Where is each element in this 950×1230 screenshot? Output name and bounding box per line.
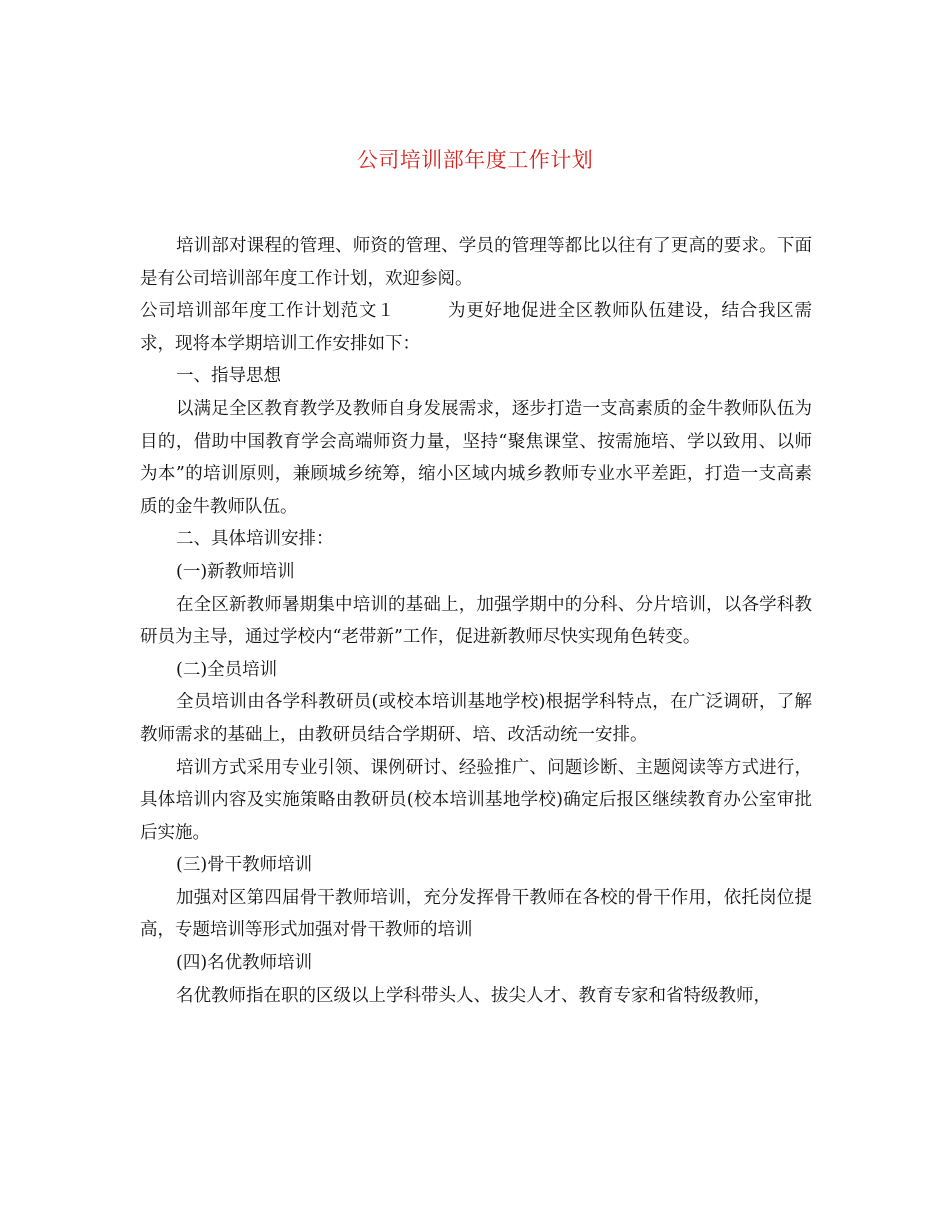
sample-intro: 为更好地促进全区教师队伍建设，结合我区需求，现将本学期培训工作安排如下： [140, 301, 813, 354]
intro-paragraph: 培训部对课程的管理、师资的管理、学员的管理等都比以往有了更高的要求。下面是有公司培训部年度工作计划，欢迎参阅。 [140, 236, 812, 289]
section-heading-guiding-principle: 一、指导思想 [176, 366, 281, 387]
paragraph-excellent-teacher-training: 名优教师指在职的区级以上学科带头人、拔尖人才、教育专家和省特级教师， [176, 985, 771, 1006]
section-heading-training-arrangement: 二、具体培训安排： [176, 529, 334, 550]
paragraph-backbone-teacher-training: 加强对区第四届骨干教师培训，充分发挥骨干教师在各校的骨干作用，依托岗位提高，专题培训等形式加强对骨干教师的培训 [140, 887, 812, 941]
paragraph-guiding-principle: 以满足全区教育教学及教师自身发展需求，逐步打造一支高素质的金牛教师队伍为目的，借助中国教育学会高端师资力量，坚持“聚焦课堂、按需施培、学以致用、以师为本”的培训原则，兼顾城乡统筹，缩小区域内城乡教师专业水平差距，打造一支高素质的金牛教师队伍。 [140, 398, 812, 517]
subheading-backbone-teacher-training: (三)骨干教师培训 [176, 855, 313, 876]
subheading-new-teacher-training: (一)新教师培训 [176, 561, 295, 582]
subheading-all-staff-training: (二)全员培训 [176, 659, 278, 680]
paragraph-all-staff-training: 全员培训由各学科教研员(或校本培训基地学校)根据学科特点，在广泛调研，了解教师需求的基础上，由教研员结合学期研、培、改活动统一安排。 [140, 692, 812, 745]
sample-paragraph [140, 295, 812, 360]
document-body [140, 230, 812, 1012]
sample-heading: 公司培训部年度工作计划范文１ [140, 301, 396, 322]
paragraph-training-methods: 培训方式采用专业引领、课例研讨、经验推广、问题诊断、主题阅读等方式进行，具体培训内容及实施策略由教研员(校本培训基地学校)确定后报区继续教育办公室审批后实施。 [140, 757, 812, 843]
paragraph-new-teacher-training: 在全区新教师暑期集中培训的基础上，加强学期中的分科、分片培训，以各学科教研员为主导，通过学校内“老带新”工作，促进新教师尽快实现角色转变。 [140, 594, 812, 648]
subheading-excellent-teacher-training: (四)名优教师培训 [176, 953, 313, 974]
document-title: 公司培训部年度工作计划 [356, 148, 594, 172]
